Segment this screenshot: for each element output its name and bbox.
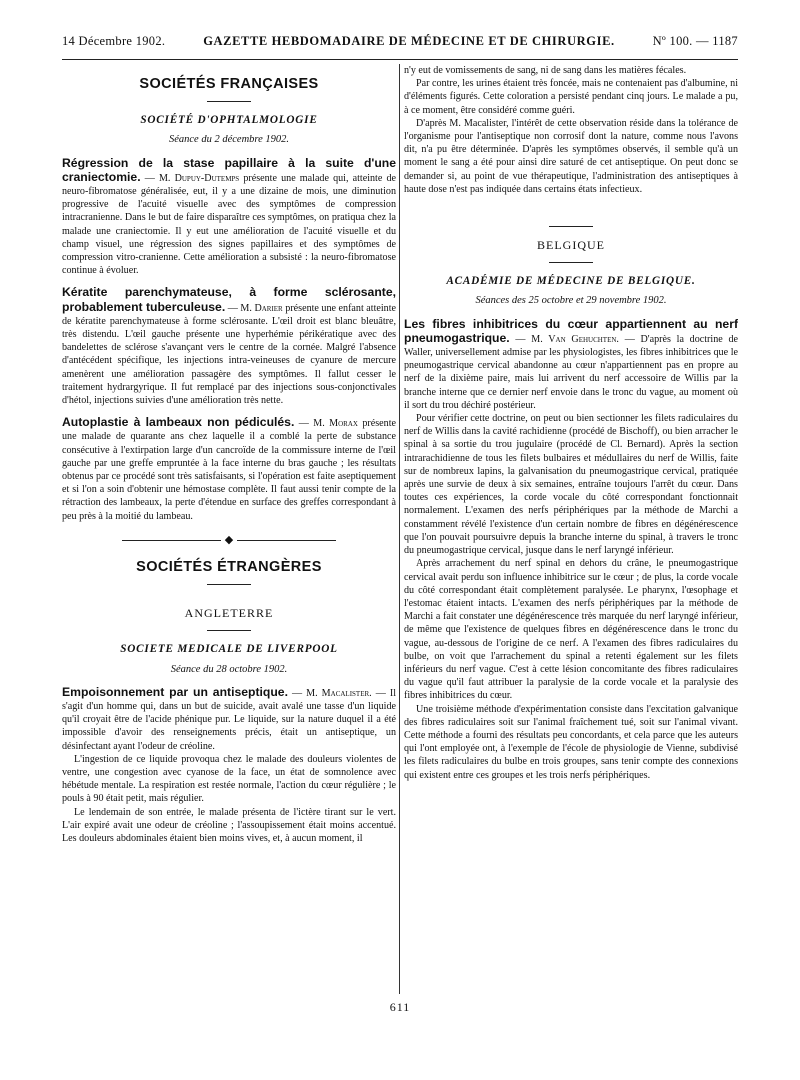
column-divider (399, 64, 400, 994)
dash: — (140, 172, 159, 184)
running-head-title: GAZETTE HEBDOMADAIRE DE MÉDECINE ET DE CHIRURGIE. (203, 34, 615, 48)
article-empoisonnement (62, 686, 396, 845)
article-paragraph: Une troisième méthode d'expérimentation consiste dans l'excitation galvanique des fibres radiculaires soit sur l'animal fraîchement tué, soit sur l'animal vivant. Cette méthode a fourni des résultats peu concordants, et cela parce que les auteurs qui l'ont employée ont, à l'exemple de l'école de physiologie de Vienne, subdivisé les filets radiculaires du bulbe en trois groupes, sans tenir compte des connexions qui existent entre ces groupes et les trois nerfs périphériques. (404, 703, 738, 781)
seance-date: Séance du 28 octobre 1902. (170, 663, 288, 675)
article-paragraph: Après arrachement du nerf spinal en dehors du crâne, le pneumogastrique cervical avait perdu son influence inhibitrice sur le cœur ; de plus, la corde vocale du côté correspondant était complètement paralysée. Le pharynx, l'œsophage et l'estomac étaient intacts. L'examen des nerfs périphériques par la méthode de Marchi a fait constater une dégénérescence très marquée du nerf laryngé inférieur, de même que l'existence de quelques fibres en dégénérescence dans le tronc du vague, au-dessous de l'origine de ce nerf. A l'examen des fibres radiculaires du bulbe, on voit que l'arrachement du spinal a retenti également sur les filets inférieurs du nerf vague. C'est à cette lésion concomitante des fibres radiculaires du vague qu'il faut attribuer la paralysie de la corde vocale et la paralysie des fibres inhibitrices du cœur. (404, 558, 738, 702)
article-author: M. Van Gehuchten. (531, 333, 619, 345)
article-title: Régression de la stase papillaire à la suite d'une craniectomie. (62, 155, 396, 184)
article-paragraph: L'ingestion de ce liquide provoqua chez le malade des douleurs violentes de ventre, une congestion avec cyanose de la face, un état de somnolence avec hébétude mentale. La respiration est restée normale, l'action du cœur régulière ; le pouls à 90 était petit, mais régulier. (62, 753, 396, 805)
article-author: M. Darier (240, 302, 283, 314)
fleuron-glyph: ◆ (221, 534, 237, 546)
society-name-liverpool: SOCIETE MEDICALE DE LIVERPOOL (120, 643, 338, 656)
article-paragraph: D'après M. Macalister, l'intérêt de cette observation réside dans la tolérance de l'organisme pour l'antiseptique non corrosif dont la nature, comme nous l'avons dit, n'a pu être déterminée. D'après les symptômes observés, il semble qu'à un moment le sang a été pour ainsi dire saturé de cet antiseptique. On peut donc se demander si, au point de vue thérapeutique, l'administration des antiseptiques à haute dose n'est pas indiquée dans certains états infectieux. (404, 117, 738, 195)
article-paragraph (404, 318, 738, 412)
article-title: Empoisonnement par un antiseptique. (62, 684, 288, 699)
section-heading-societes-etrangeres: SOCIÉTÉS ÉTRANGÈRES (136, 558, 322, 575)
dash: — (287, 687, 307, 699)
article-stase-papillaire (62, 157, 396, 278)
section-rule (549, 226, 593, 227)
article-author: M. Macalister. (306, 687, 372, 699)
country-heading-angleterre: ANGLETERRE (184, 606, 274, 621)
section-rule (549, 262, 593, 263)
dash: — (509, 333, 532, 345)
article-text: — D'après la doctrine de Waller, universellement admise par les physiologistes, les fibres inhibitrices que le pneumogastrique cervical abandonne au cœur n'appartiennent pas en propre au nerf de la dixième paire, mais lui arrivent du nerf accessoire de Willis par la branche interne que ce dernier nerf envoie dans le tronc du vague, au moment où il sort du trou déchiré postérieur. (404, 333, 738, 411)
section-rule (207, 101, 251, 102)
article-paragraph (62, 416, 396, 523)
country-heading-belgique: BELGIQUE (537, 238, 605, 253)
fleuron-divider (62, 535, 396, 547)
society-name-academie: ACADÉMIE DE MÉDECINE DE BELGIQUE. (446, 275, 696, 288)
article-author: M. Morax (313, 418, 358, 430)
article-paragraph: Pour vérifier cette doctrine, on peut ou bien sectionner les filets radiculaires du nerf de Willis dans la cavité rachidienne (procédé de Bischoff), ou bien arracher le spinal à sa sortie du trou jugulaire (procédé de Cl. Bernard). Après la section intrarachidienne de tous les filets bulbaires et médullaires du nerf de Willis, faite sur de nombreux lapins, la galvanisation du pneumogastrique cervical, pratiquée après une survie de deux à six semaines, entraîne toujours l'arrêt du cœur. Dans toutes ces expériences, la corde vocale du côté correspondant fonctionnait normalement. L'examen des nerfs périphériques par la méthode de Marchi a constamment révélé l'existence d'un certain nombre de fibres en dégénérescence que l'on pouvait poursuivre depuis la branche interne du spinal, à travers le tronc du pneumogastrique cervical, jusque dans le nerf laryngé inférieur. (404, 413, 738, 557)
section-rule (207, 630, 251, 631)
dash: — (294, 418, 314, 430)
society-name-ophtalmologie: SOCIÉTÉ D'OPHTALMOLOGIE (140, 114, 318, 127)
section-rule (207, 584, 251, 585)
article-paragraph: Le lendemain de son entrée, le malade présenta de l'ictère tirant sur le vert. L'air expiré avait une odeur de créoline ; l'assoupissement était moins accentué. Les douleurs abdominales étaient bien moins vives, et, à aucun moment, il (62, 806, 396, 844)
article-title: Kératite parenchymateuse, à forme sclérosante, probablement tuberculeuse. (62, 285, 396, 314)
article-paragraph (62, 686, 396, 753)
header-rule (62, 59, 738, 60)
article-paragraph: n'y eut de vomissements de sang, ni de sang dans les matières fécales. (404, 65, 687, 76)
seance-date: Séance du 2 décembre 1902. (168, 134, 290, 146)
article-paragraph: Par contre, les urines étaient très foncée, mais ne contenaient pas d'albumine, ni d'éléments figurés. Cette coloration a persisté pendant cinq jours. Le malade a pu, à ce moment, être considéré comme guéri. (404, 78, 738, 116)
article-text: présente une malade de quarante ans chez laquelle il a comblé la perte de substance consécutive à l'extirpation large d'un cancroïde de la commissure interne de l'œil gauche par une greffe empruntée à la face interne du bras gauche ; les résultats obtenus par ce procédé sont très satisfaisants, si l'opération est faite aseptiquement et si l'on a soin d'obtenir une hémostase complète. Il faut aussi tenir compte de la rétraction des lambeaux, la perte d'étendue en surface des greffes correspondant à peu près à la moitié du lambeau. (62, 418, 396, 522)
dash: — (225, 302, 241, 314)
article-fibres-inhibitrices (404, 318, 738, 782)
article-text: présente une malade qui, atteinte de neuro-fibromatose généralisée, eut, il y a une dizaine de mois, une diminution progressive de l'acuité visuelle avec des symptômes de compression intracranienne. Dans le but de faire disparaître ces symptômes, on pratiqua chez la malade une craniectomie. Il y eut une amélioration de l'acuité visuelle et du champ visuel, une régression des signes papillaires et des symptômes de compression vitro-cranienne. Cette amélioration a subsisté : la neuro-fibromatose continue à évoluer. (62, 172, 396, 277)
article-text: — Il s'agit d'un homme qui, dans un but de suicide, avait avalé une tasse d'un liquide qu'il croyait être de l'acide phénique pur. Le liquide, sur la nature duquel il a été impossible d'avoir des renseignements précis, était un antiseptique, un désinfectant ayant l'odeur de créoline. (62, 687, 396, 752)
article-autoplastie (62, 416, 396, 523)
page-number: 611 (389, 1000, 411, 1014)
running-head-number: Nº 100. — 1187 (652, 34, 738, 48)
article-title: Les fibres inhibitrices du cœur appartiennent au nerf pneumogastrique. (404, 316, 738, 345)
article-paragraph (62, 286, 396, 407)
running-head-date: 14 Décembre 1902. (62, 34, 166, 48)
left-column (62, 64, 396, 988)
article-text: présente une enfant atteinte de kératite parenchymateuse à forme sclérosante. L'œil droit est blanc bleuâtre, très distendu. L'œil gauche présente une hyperhémie périkératique avec des bandelettes de sclérose s'avançant vers le centre de la cornée. Malgré l'absence d'antécédent spécifique, les injections intra-veineuses de cyanure de mercure amenèrent une amélioration passagère des symptômes. Il fallut cesser le traitement hydrargyrique. Il fut remplacé par des injections sous-conjonctivales d'hétol, injections suivies d'une amélioration très nette. (62, 302, 396, 407)
article-paragraph (62, 157, 396, 278)
article-keratite (62, 286, 396, 407)
article-title: Autoplastie à lambeaux non pédiculés. (62, 415, 295, 430)
seance-date: Séances des 25 octobre et 29 novembre 1902. (475, 295, 667, 307)
article-author: M. Dupuy-Dutemps (158, 172, 240, 184)
right-column (404, 64, 738, 988)
section-heading-societes-francaises: SOCIÉTÉS FRANÇAISES (139, 76, 319, 92)
running-head (62, 34, 738, 56)
